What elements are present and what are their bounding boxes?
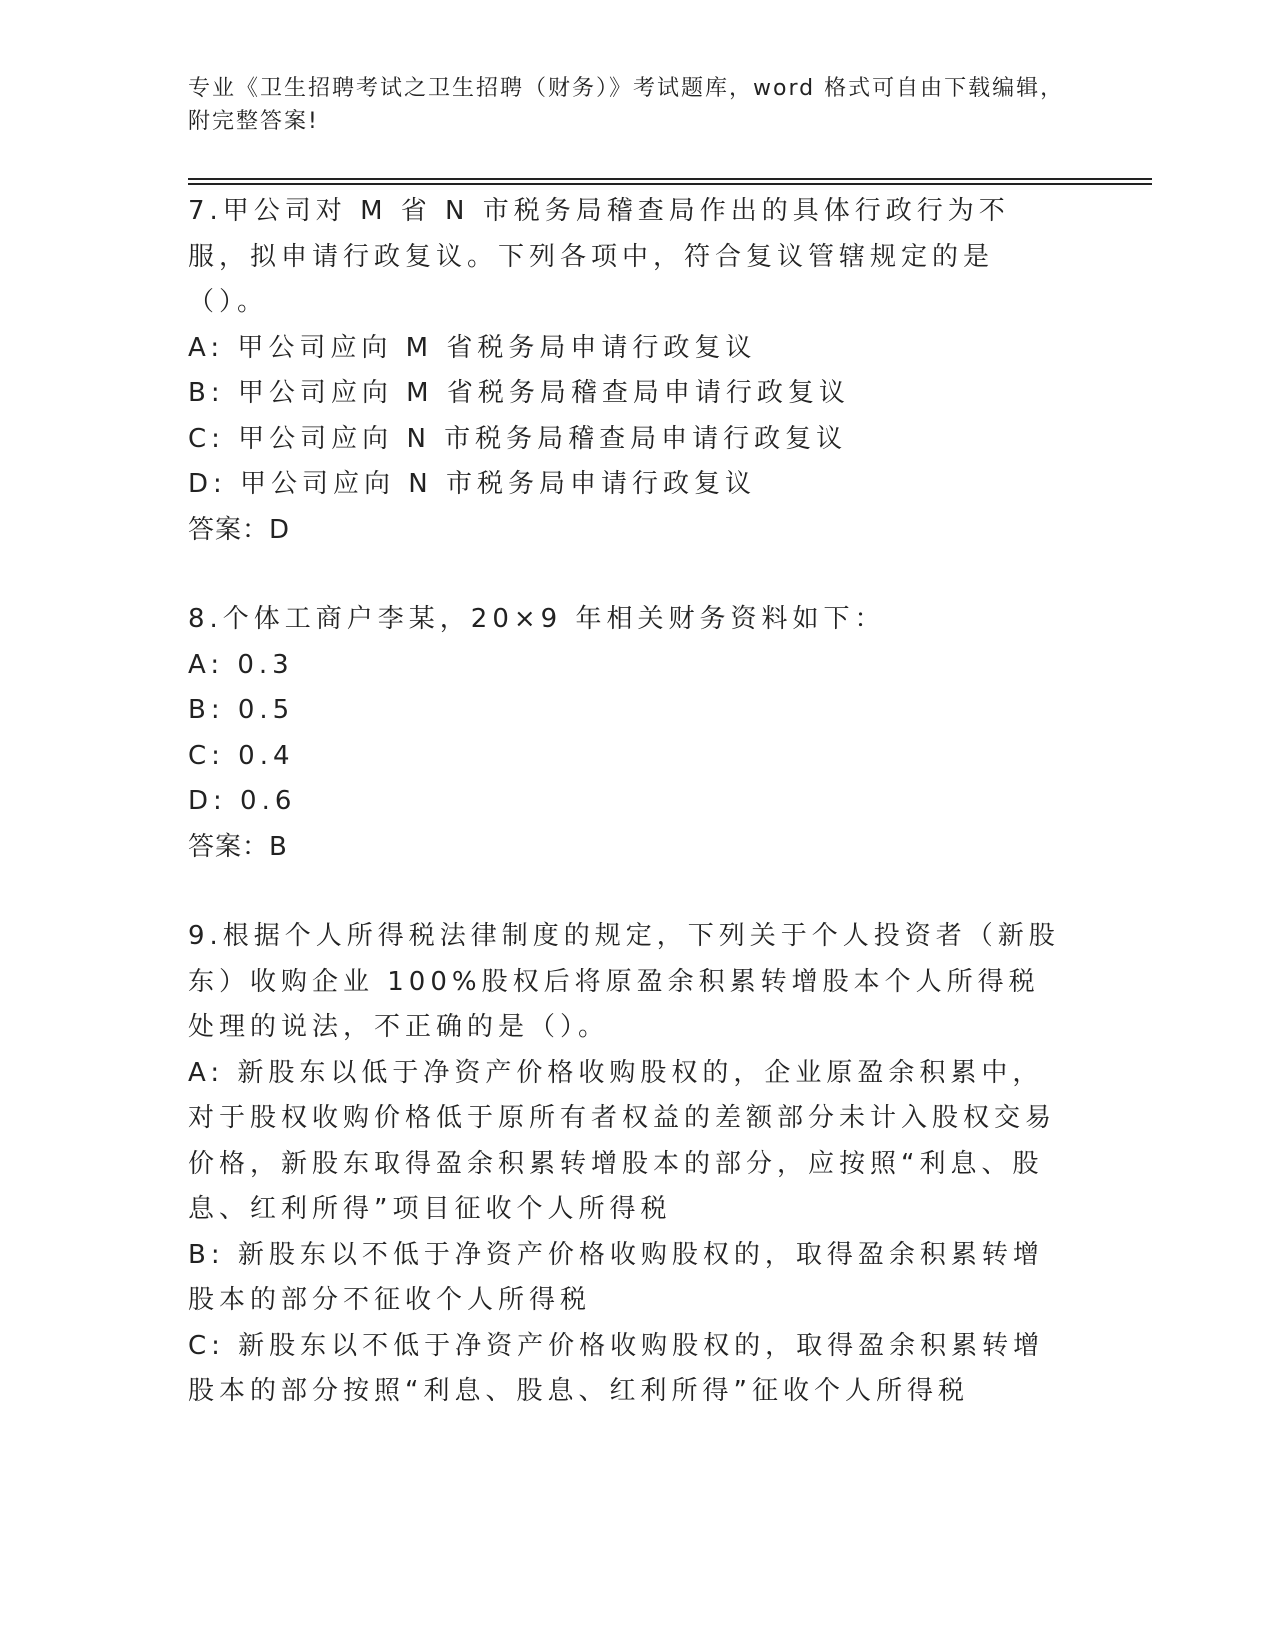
- option-a: A: 新股东以低于净资产价格收购股权的，企业原盈余积累中，对于股权收购价格低于原所有者权益的差额部分未计入股权交易价格，新股东取得盈余积累转增股本的部分，应按照“利息、股息、红利所得”项目征收个人所得税: [188, 1057, 1057, 1224]
- question-stem: 9.根据个人所得税法律制度的规定，下列关于个人投资者（新股东）收购企业 100%股权后将原盈余积累转增股本个人所得税处理的说法，不正确的是（）。: [188, 921, 1060, 1042]
- option-c: C: 甲公司应向 N 市税务局稽查局申请行政复议: [188, 423, 848, 454]
- option-a: A: 0.3: [188, 649, 294, 680]
- header-rule-bottom: [188, 183, 1152, 185]
- question-stem: 7.甲公司对 M 省 N 市税务局稽查局作出的具体行政行为不服，拟申请行政复议。下列各项中，符合复议管辖规定的是（）。: [188, 196, 1010, 317]
- answer-line: 答案：B: [188, 831, 288, 862]
- document-header: [188, 72, 1068, 138]
- option-d: D: 0.6: [188, 786, 297, 816]
- option-d: D: 甲公司应向 N 市税务局申请行政复议: [188, 469, 757, 499]
- option-a: A: 甲公司应向 M 省税务局申请行政复议: [188, 332, 757, 363]
- option-c: C: 0.4: [188, 740, 295, 771]
- question-stem: 8.个体工商户李某，20×9 年相关财务资料如下：: [188, 604, 886, 634]
- option-c: C: 新股东以不低于净资产价格收购股权的，取得盈余积累转增股本的部分按照“利息、股息、红利所得”征收个人所得税: [188, 1330, 1045, 1406]
- question-list: [188, 189, 1068, 1459]
- question-8: [188, 597, 1068, 870]
- option-b: B: 0.5: [188, 695, 295, 725]
- option-b: B: 甲公司应向 M 省税务局稽查局申请行政复议: [188, 378, 850, 408]
- option-b: B: 新股东以不低于净资产价格收购股权的，取得盈余积累转增股本的部分不征收个人所得税: [188, 1239, 1044, 1315]
- header-text: 专业《卫生招聘考试之卫生招聘（财务）》考试题库，word 格式可自由下载编辑，附完整答案!: [188, 76, 1065, 134]
- question-9: [188, 914, 1068, 1415]
- header-rule-top: [188, 178, 1152, 180]
- question-7: [188, 189, 1068, 553]
- answer-line: 答案：D: [188, 514, 291, 545]
